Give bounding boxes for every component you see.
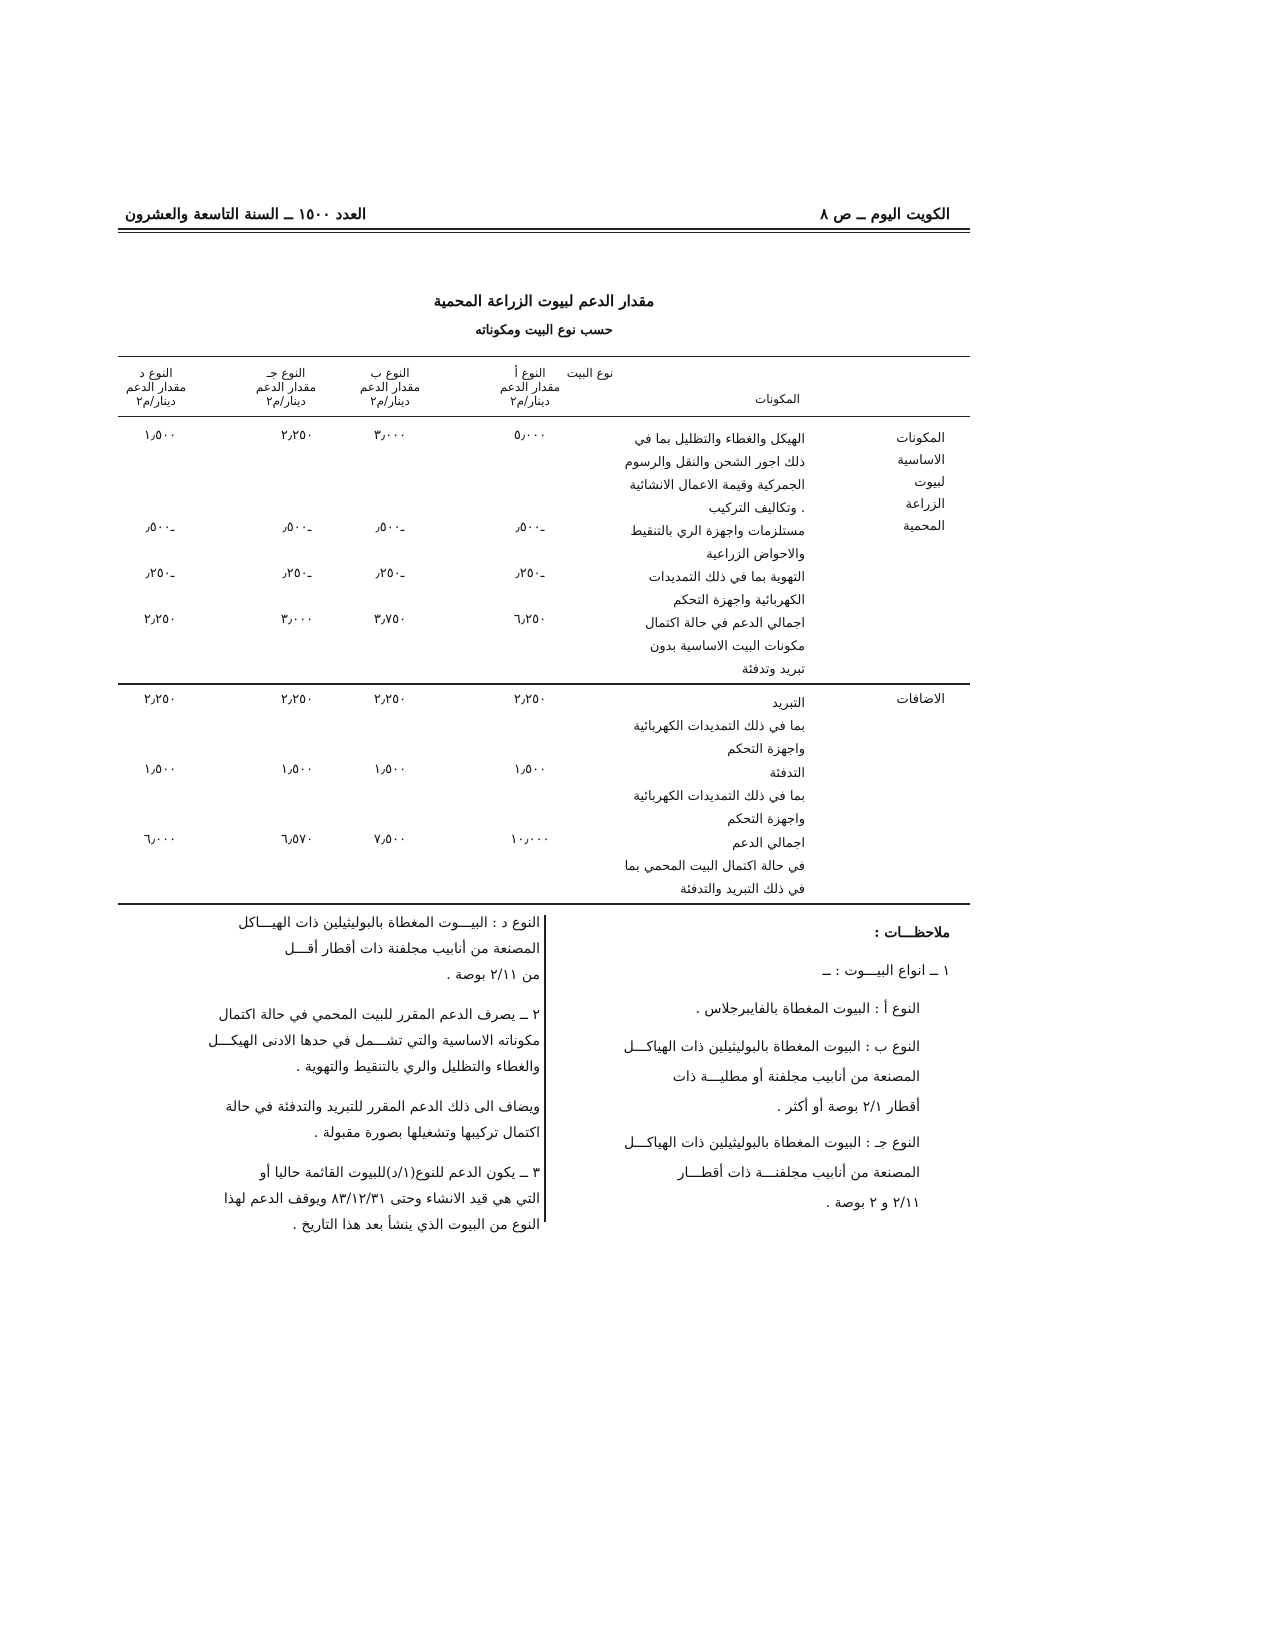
s1-row2-a: ـ٫٥٠٠: [515, 520, 545, 535]
s1-row4-a: ٦٫٢٥٠: [513, 612, 547, 627]
s1-row2-c: ـ٫٥٠٠: [282, 520, 312, 535]
notes-heading: ملاحظـــات :: [874, 925, 950, 941]
s1-row4-d: ٢٫٢٥٠: [143, 612, 177, 627]
col-type-c: النوع جـ مقدار الدعم دينار/م٢: [255, 366, 317, 408]
s2-row3-b: ٧٫٥٠٠: [373, 832, 407, 847]
note-item1: ١ ــ انواع البيـــوت : ــ: [822, 963, 950, 979]
s1-row3-c: ـ٫٢٥٠: [282, 566, 312, 581]
col-type-a: النوع أ مقدار الدعم دينار/م٢: [499, 366, 561, 408]
s2-row2-b: ١٫٥٠٠: [373, 762, 407, 777]
col-components: المكونات: [754, 392, 800, 406]
note-item3: ٣ ــ يكون الدعم للنوع(١/د)للبيوت القائمة حاليا أو التي هي قيد الانشاء وحتى ٨٣/١٢/٣١ ويوقف الدعم لهذا النوع من البيوت الذي ينشأ بعد هذا التاريخ .: [223, 1165, 540, 1233]
s2-row2-text: التدفئة بما في ذلك التمديدات الكهربائية واجهزة التحكم: [633, 766, 805, 827]
s1-row4-b: ٣٫٧٥٠: [373, 612, 407, 627]
page-header-right: الكويت اليوم ــ ص ٨: [820, 205, 950, 223]
note-type-a: النوع أ : البيوت المغطاة بالفايبرجلاس .: [695, 1001, 920, 1017]
s1-row1-a: ٥٫٠٠٠: [513, 428, 547, 443]
note-item2: ٢ ــ يصرف الدعم المقرر للبيت المحمي في حالة اكتمال مكوناته الاساسية والتي تشـــمل في حدها الادنى الهيكـــل والغطاء والتظليل والري بالتنقيط والتهوية .: [208, 1007, 540, 1075]
s2-row1-c: ٢٫٢٥٠: [280, 692, 314, 707]
s2-row3-a: ١٠٫٠٠٠: [510, 832, 550, 847]
section-divider: [118, 683, 970, 685]
s1-row1-c: ٢٫٢٥٠: [280, 428, 314, 443]
notes-divider: [544, 915, 546, 1222]
s2-row1-text: التبريد بما في ذلك التمديدات الكهربائية واجهزة التحكم: [633, 696, 805, 757]
s2-row3-d: ٦٫٠٠٠: [143, 832, 177, 847]
s2-row2-c: ١٫٥٠٠: [280, 762, 314, 777]
table-subtitle: حسب نوع البيت ومكوناته: [475, 323, 613, 338]
s1-row3-b: ـ٫٢٥٠: [375, 566, 405, 581]
table-bottom-rule: [118, 903, 970, 905]
col-type-d: النوع د مقدار الدعم دينار/م٢: [125, 366, 187, 408]
s2-row2-a: ١٫٥٠٠: [513, 762, 547, 777]
table-top-rule: [118, 356, 970, 357]
col-house-type: نوع البيت: [566, 366, 614, 380]
section1-label: المكونات الاساسية لبيوت الزراعة المحمية: [896, 431, 945, 534]
s1-row1-text: الهيكل والغطاء والتظليل بما في ذلك اجور الشحن والنقل والرسوم الجمركية وقيمة الاعمال الانشائية وتكاليف التركيب .: [624, 432, 805, 516]
note-type-c: النوع جـ : البيوت المغطاة بالبوليثيلين ذات الهياكـــل المصنعة من أنابيب مجلفنـــة ذات أقطـــار ٢/١١ و ٢ بوصة .: [623, 1135, 920, 1211]
s2-row1-b: ٢٫٢٥٠: [373, 692, 407, 707]
s1-row2-text: مستلزمات واجهزة الري بالتنقيط والاحواض الزراعية: [630, 524, 805, 562]
header-rule-1: [118, 228, 970, 230]
s2-row1-d: ٢٫٢٥٠: [143, 692, 177, 707]
s2-row2-d: ١٫٥٠٠: [143, 762, 177, 777]
s1-row2-b: ـ٫٥٠٠: [375, 520, 405, 535]
s1-row1-d: ١٫٥٠٠: [143, 428, 177, 443]
header-bottom-rule: [118, 416, 970, 417]
note-item2b: ويضاف الى ذلك الدعم المقرر للتبريد والتدفئة في حالة اكتمال تركيبها وتشغيلها بصورة مقبولة .: [225, 1099, 540, 1141]
s1-row3-d: ـ٫٢٥٠: [145, 566, 175, 581]
section2-label: الاضافات: [896, 692, 945, 707]
notes-left: [120, 910, 540, 1238]
s1-row1-b: ٣٫٠٠٠: [373, 428, 407, 443]
col-type-b: النوع ب مقدار الدعم دينار/م٢: [359, 366, 421, 408]
s1-row4-c: ٣٫٠٠٠: [280, 612, 314, 627]
page-header-left: العدد ١٥٠٠ ــ السنة التاسعة والعشرون: [125, 205, 367, 223]
s1-row2-d: ـ٫٥٠٠: [145, 520, 175, 535]
table-title: مقدار الدعم لبيوت الزراعة المحمية: [433, 292, 655, 310]
s2-row3-text: اجمالي الدعم في حالة اكتمال البيت المحمي بما في ذلك التبريد والتدفئة: [624, 836, 805, 897]
s2-row1-a: ٢٫٢٥٠: [513, 692, 547, 707]
s1-row3-a: ـ٫٢٥٠: [515, 566, 545, 581]
note-type-d: النوع د : البيـــوت المغطاة بالبوليثيلين ذات الهيـــاكل المصنعة من أنابيب مجلفنة ذات أقطار أقـــل من ٢/١١ بوصة .: [238, 915, 540, 983]
notes-right: [550, 918, 950, 1218]
header-rule-2: [118, 232, 970, 233]
s1-row4-text: اجمالي الدعم في حالة اكتمال مكونات البيت الاساسية بدون تبريد وتدفئة: [645, 616, 805, 677]
note-type-b: النوع ب : البيوت المغطاة بالبوليثيلين ذات الهياكـــل المصنعة من أنابيب مجلفنة أو مطليـــة ذات أقطار ٢/١ بوصة أو أكثر .: [623, 1039, 920, 1115]
s1-row3-text: التهوية بما في ذلك التمديدات الكهربائية واجهزة التحكم: [648, 570, 805, 608]
s2-row3-c: ٦٫٥٧٠: [280, 832, 314, 847]
